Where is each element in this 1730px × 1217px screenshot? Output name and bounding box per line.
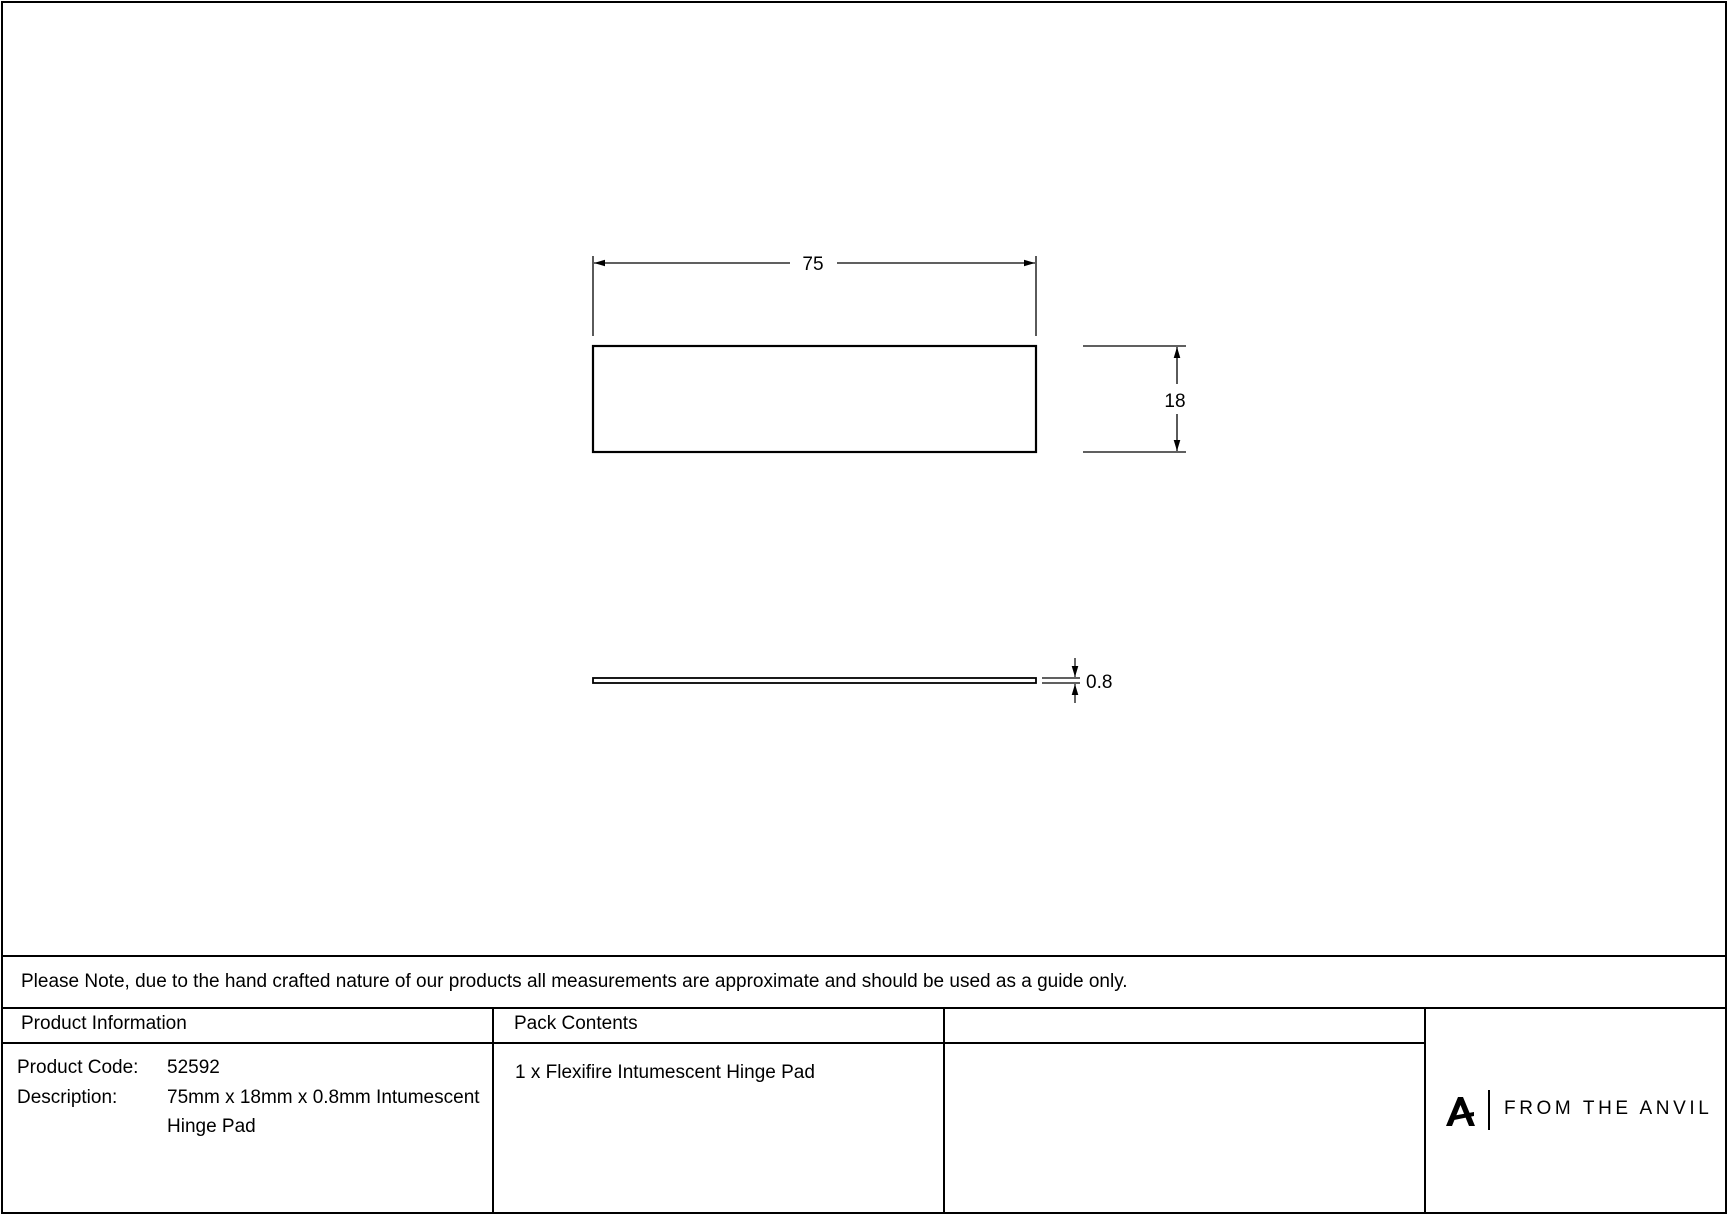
description-line-1: 75mm x 18mm x 0.8mm Intumescent xyxy=(167,1087,480,1108)
column-divider-3 xyxy=(1424,1008,1426,1214)
brand-logo xyxy=(1444,1088,1714,1136)
pad-top-view xyxy=(593,346,1036,452)
width-dimension-label: 18 xyxy=(1164,391,1186,412)
logo-wordmark: FROM THE ANVIL xyxy=(1504,1098,1713,1119)
pack-contents-item: 1 x Flexifire Intumescent Hinge Pad xyxy=(515,1062,815,1083)
thickness-dimension-label: 0.8 xyxy=(1086,672,1113,693)
note-bottom-rule xyxy=(1,1007,1727,1009)
product-code-value: 52592 xyxy=(167,1057,220,1078)
length-dimension xyxy=(593,254,1036,336)
width-dimension xyxy=(1083,346,1186,452)
measurement-note: Please Note, due to the hand crafted nature of our products all measurements are approximate and should be used as a guide only. xyxy=(21,971,1128,992)
length-dimension-label: 75 xyxy=(802,254,824,275)
column-divider-2 xyxy=(943,1008,945,1214)
description-line-2: Hinge Pad xyxy=(167,1116,256,1137)
pack-contents-heading: Pack Contents xyxy=(514,1013,638,1034)
column-divider-1 xyxy=(492,1008,494,1214)
pad-side-view xyxy=(593,678,1036,683)
product-information-heading: Product Information xyxy=(21,1013,187,1034)
anvil-logo-icon xyxy=(1444,1094,1478,1128)
logo-divider xyxy=(1488,1090,1490,1130)
product-code-label: Product Code: xyxy=(17,1057,139,1078)
description-label: Description: xyxy=(17,1087,118,1108)
header-bottom-rule xyxy=(1,1042,1425,1044)
thickness-dimension xyxy=(1042,658,1112,703)
title-block-top-rule xyxy=(1,955,1727,957)
